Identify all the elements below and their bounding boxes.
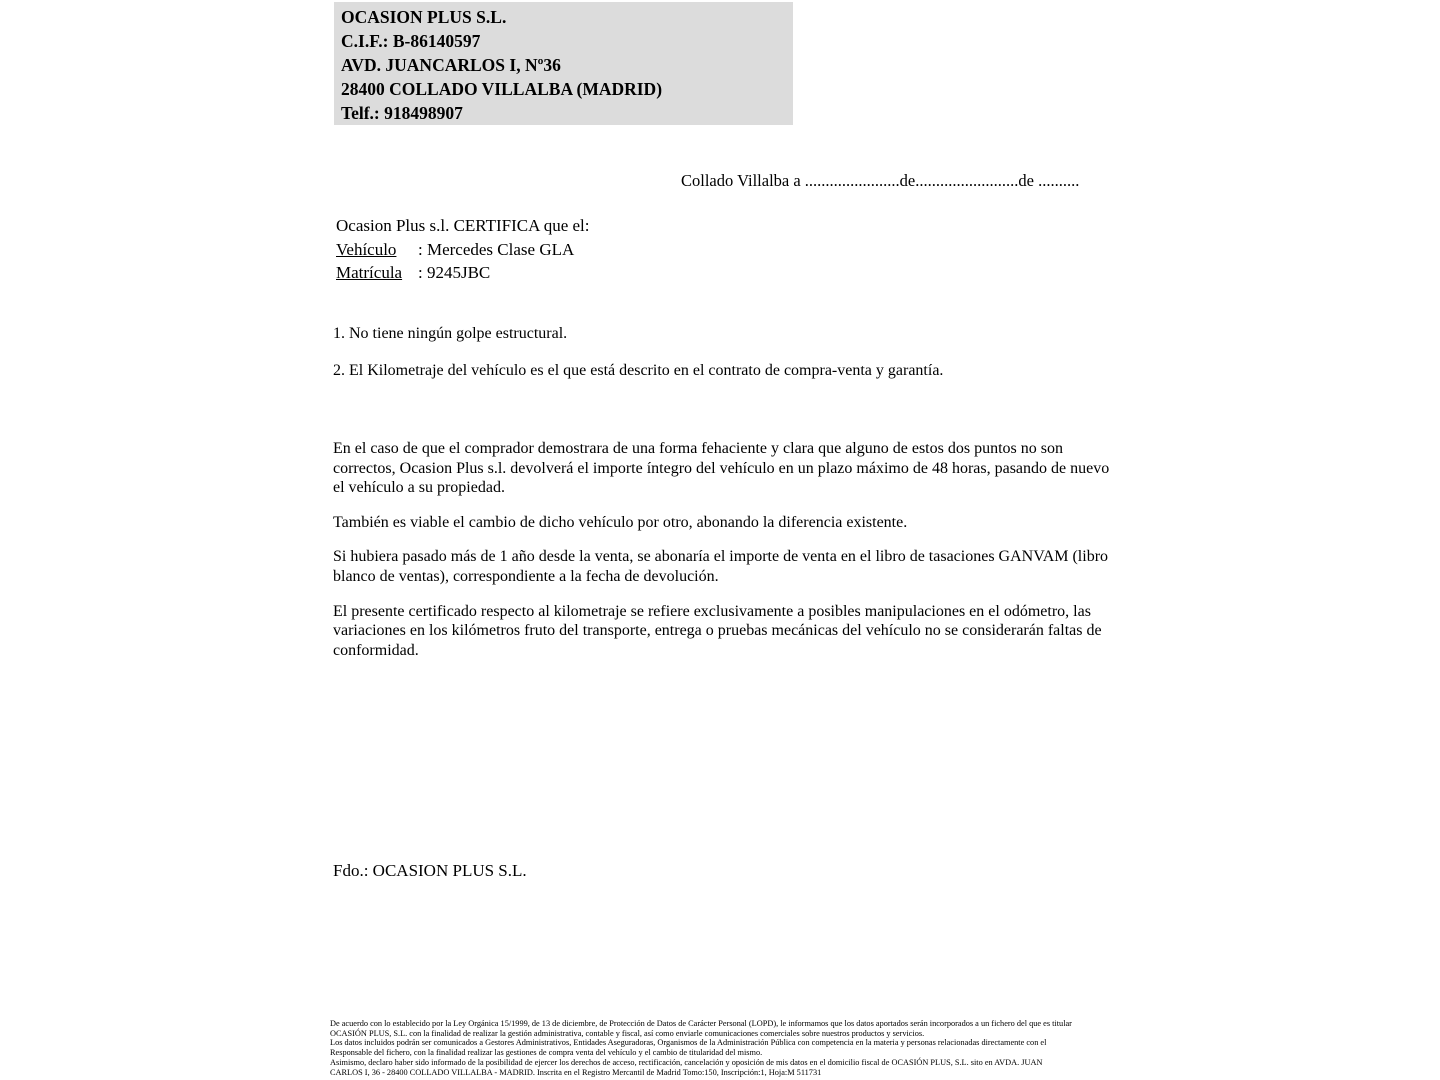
legal-footer xyxy=(330,1019,1120,1077)
signature-line: Fdo.: OCASION PLUS S.L. xyxy=(333,861,527,880)
vehicle-label: Vehículo xyxy=(336,239,397,259)
plate-field xyxy=(336,261,590,285)
footer-line-5: Asimismo, declaro haber sido informado de la posibilidad de ejercer los derechos de acceso, rectificación, cancelación y oposición de mis datos en el domicilio fiscal de OCASIÓN PLUS, S.L. sito en AVDA. JUAN xyxy=(330,1057,1043,1067)
date-line: Collado Villalba a .......................de.........................de .......... xyxy=(681,171,1080,190)
condition-point-1: 1. No tiene ningún golpe estructural. xyxy=(333,325,568,342)
footer-line-3: Los datos incluidos podrán ser comunicados a Gestores Administrativos, Entidades Aseguradoras, Organismos de la Administración Pública con competencia en la materia y personas relacionadas directamente con el xyxy=(330,1038,1047,1048)
paragraph-ganvam-valuation: Si hubiera pasado más de 1 año desde la venta, se abonaría el importe de venta en el libro de tasaciones GANVAM (libro blanco de ventas), correspondiente a la fecha de devolución. xyxy=(333,548,1109,585)
certification-intro: Ocasion Plus s.l. CERTIFICA que el: xyxy=(336,216,590,235)
paragraph-refund-guarantee: En el caso de que el comprador demostrara de una forma fehaciente y clara que alguno de estos dos puntos no son correctos, Ocasion Plus s.l. devolverá el importe íntegro del vehículo en un plazo máximo de 48 horas, pasando de nuevo el vehículo a su propiedad. xyxy=(333,440,1110,497)
certification-block xyxy=(336,214,590,285)
footer-line-4: Responsable del fichero, con la finalidad realizar las gestiones de compra venta del vehículo y el cambio de titularidad del mismo. xyxy=(330,1048,763,1058)
body-paragraphs xyxy=(333,439,1123,675)
company-phone: Telf.: 918498907 xyxy=(341,103,463,123)
vehicle-value: : Mercedes Clase GLA xyxy=(418,239,575,259)
footer-line-6: CARLOS I, 36 - 28400 COLLADO VILLALBA - MADRID. Inscrita en el Registro Mercantil de Madrid Tomo:150, Inscripción:1, Hoja:M 511731 xyxy=(330,1067,822,1077)
company-cif: C.I.F.: B-86140597 xyxy=(341,31,481,51)
footer-line-2: OCASIÓN PLUS, S.L. con la finalidad de realizar la gestión administrativa, contable y fiscal, así como enviarle comunicaciones comerciales sobre nuestros productos y servicios. xyxy=(330,1028,925,1038)
company-address: AVD. JUANCARLOS I, Nº36 xyxy=(341,55,561,75)
paragraph-odometer-disclaimer: El presente certificado respecto al kilometraje se refiere exclusivamente a posibles manipulaciones en el odómetro, las variaciones en los kilómetros fruto del transporte, entrega o pruebas mecánicas del vehículo no se considerarán faltas de conformidad. xyxy=(333,602,1102,659)
company-name: OCASION PLUS S.L. xyxy=(341,7,507,27)
company-city: 28400 COLLADO VILLALBA (MADRID) xyxy=(341,79,663,99)
footer-line-1: De acuerdo con lo establecido por la Ley Orgánica 15/1999, de 13 de diciembre, de Protección de Datos de Carácter Personal (LOPD), le informamos que los datos aportados serán incorporados a un fichero del que es titular xyxy=(330,1019,1072,1028)
company-header-box xyxy=(334,2,793,125)
condition-point-2: 2. El Kilometraje del vehículo es el que está descrito en el contrato de compra-venta y garantía. xyxy=(333,362,944,379)
vehicle-field xyxy=(336,238,590,262)
plate-value: : 9245JBC xyxy=(418,263,491,282)
plate-label: Matrícula xyxy=(336,263,403,282)
paragraph-exchange-option: También es viable el cambio de dicho vehículo por otro, abonando la diferencia existente. xyxy=(333,513,908,531)
